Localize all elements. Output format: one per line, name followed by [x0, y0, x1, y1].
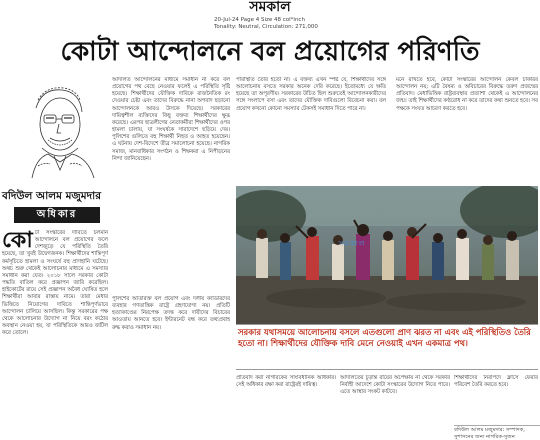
author-name: বদিউল আলম মজুমদার [2, 190, 101, 202]
column-text: পরিস্থিতি তৈরি হতো না। এ বক্তব্য এখন স্পষ্ট যে, শিক্ষার্থীদের সঙ্গে আলোচনায় বসতে সরকার অনেক দেরি করেছে। ইতোমধ্যে যে ক্ষতি হয়েছে তা অপূরণীয়। সরকারের উচিত ছিল শুরুতেই আন্দোলনকারীদের সঙ্গে সংলাপে বসা এবং তাদের যৌক্তিক দাবিগুলো বিবেচনা করা। বল প্রয়োগ কখনো কোনো সমস্যার টেকসই সমাধান দিতে পারে না। [236, 77, 386, 112]
article-column-3 [236, 77, 386, 181]
article-headline: কোটা আন্দোলনে বল প্রয়োগের পরিণতি [60, 37, 480, 67]
author-portrait [2, 78, 108, 180]
column-text: আদালতের চূড়ান্ত রায়ের অপেক্ষায় না থেকে সরকার নির্বাহী আদেশে কোটা সংস্কারের উদ্যোগ নিতে পারে। এতে আস্থার সংকট কাটবে। [340, 375, 450, 396]
date-line: 20-Jul-24 Page 4 Size 48 col*inch [214, 17, 305, 23]
meta-line: Tonality: Neutral, Circulation: 271,000 [214, 24, 318, 30]
column-text: শিক্ষার্থীদের নিরাপদে ক্লাসে ফেরার পরিবেশ তৈরি করতে হবে। [454, 375, 538, 389]
article-column-4 [396, 77, 538, 181]
article-column-7 [454, 375, 538, 425]
column-text: আদালত আন্দোলনের মাধ্যমে সমাধান না করে বল প্রয়োগের পথ বেছে নেওয়ার ফলেই এ পরিস্থিতি সৃষ্টি হয়েছে। শিক্ষার্থীদের যৌক্তিক দাবিকে রাজনৈতিক রং দেওয়ার চেষ্টা এবং তাদের বিরুদ্ধে নানা অপবাদ ছড়ানো আন্দোলনকে আরও উসকে দিয়েছে। সরকারের দায়িত্বশীল ব্যক্তিদের কিছু বক্তব্য শিক্ষার্থীদের ক্ষুব্ধ করেছে। এরপর ছাত্রলীগের নেতাকর্মীরা শিক্ষার্থীদের ওপর হামলা চালায়, যা সংঘর্ষকে সারাদেশে ছড়িয়ে দেয়। পুলিশের গুলিতে বহু শিক্ষার্থী নিহত ও আহত হয়েছেন। এ ঘটনায় দেশ-বিদেশে তীব্র সমালোচনা হয়েছে। নাগরিক সমাজ, মানবাধিকার সংগঠন ও শিক্ষকরা এ নিপীড়নের নিন্দা জানিয়েছেন। [112, 77, 230, 162]
article-column-1 [2, 230, 108, 440]
section-tag: অধিকার [14, 207, 100, 223]
author-footnote: বদিউল আলম মজুমদার: সম্পাদক, সুশাসনের জন্য নাগরিক-সুজন [454, 425, 540, 440]
article-column-2 [112, 77, 230, 291]
newspaper-name: সমকাল [249, 0, 291, 15]
photo-watermark: সমকাল [338, 239, 366, 248]
clipping-meta [214, 17, 414, 31]
masthead [0, 0, 540, 36]
column-text: পুলিশের অতিরিক্ত বল প্রয়োগ এবং দলীয় ক্যাডারদের ব্যবহার গণতান্ত্রিক রাষ্ট্রে গ্রহণযোগ্য নয়। প্রতিটি হত্যাকাণ্ডের নিরপেক্ষ তদন্ত করে দায়ীদের বিচারের আওতায় আনতে হবে। ইন্টারনেট বন্ধ করে তথ্যপ্রবাহ রুদ্ধ করাও সমাধান নয়। [112, 296, 230, 331]
drop-cap: কো [2, 230, 33, 253]
pull-quote: সরকার যথাসময়ে আলোচনায় বসলে এতগুলো প্রাণ ঝরত না এবং এই পরিস্থিতিও তৈরি হতো না। শিক্ষার্থীদের যৌক্তিক দাবি মেনে নেওয়াই এখন একমাত্র পথ। [236, 324, 538, 370]
column-text: টা সংস্কারের দাবিতে চলমান আন্দোলনে বল প্রয়োগের ফলে দেশজুড়ে যে পরিস্থিতি তৈরি হয়েছে, তা খুবই উদ্বেগজনক। শিক্ষার্থীদের শান্তিপূর্ণ কর্মসূচিতে হামলা ও সংঘর্ষে বহু প্রাণহানি ঘটেছে। অথচ শুরু থেকেই আলোচনার মাধ্যমে এ সমস্যার সমাধান করা যেত। ২০১৮ সালে সরকার কোটা পদ্ধতি বাতিল করে প্রজ্ঞাপন জারি করেছিল। হাইকোর্টের রায়ে সেই প্রজ্ঞাপন অবৈধ ঘোষিত হলে শিক্ষার্থীরা আবার রাস্তায় নামে। তারা মেধার ভিত্তিতে নিয়োগের দাবিতে শান্তিপূর্ণভাবে আন্দোলন চালিয়ে আসছিল। কিন্তু সরকারের পক্ষ থেকে আলোচনার উদ্যোগ না নিয়ে বরং কঠোর অবস্থান নেওয়া হয়, যা পরিস্থিতিকে আরও জটিল করে তোলে। [2, 230, 108, 337]
article-column-5 [236, 375, 336, 440]
article-column-6 [340, 375, 450, 440]
article-column-2-continued [112, 296, 230, 440]
column-text: মনে রাখতে হবে, কোটা সংস্কারের আন্দোলন কেবল চাকরির আন্দোলন নয়; এটি বৈষম্য ও অবিচারের বিরুদ্ধে তরুণ প্রজন্মের প্রতিবাদ। মেধাভিত্তিক রাষ্ট্রব্যবস্থার প্রত্যাশা থেকেই এ আন্দোলনের জন্ম। তাই শিক্ষার্থীদের কণ্ঠরোধ না করে তাদের কথা শুনতে হবে। সব পক্ষকে সংযত আচরণ করতে হবে। [396, 77, 538, 112]
protest-photo [236, 186, 538, 324]
column-text: প্রতিবাদ করা নাগরিকের সাংবিধানিক অধিকার। সেই অধিকার রক্ষা করা রাষ্ট্রেরই দায়িত্ব। [236, 375, 336, 389]
